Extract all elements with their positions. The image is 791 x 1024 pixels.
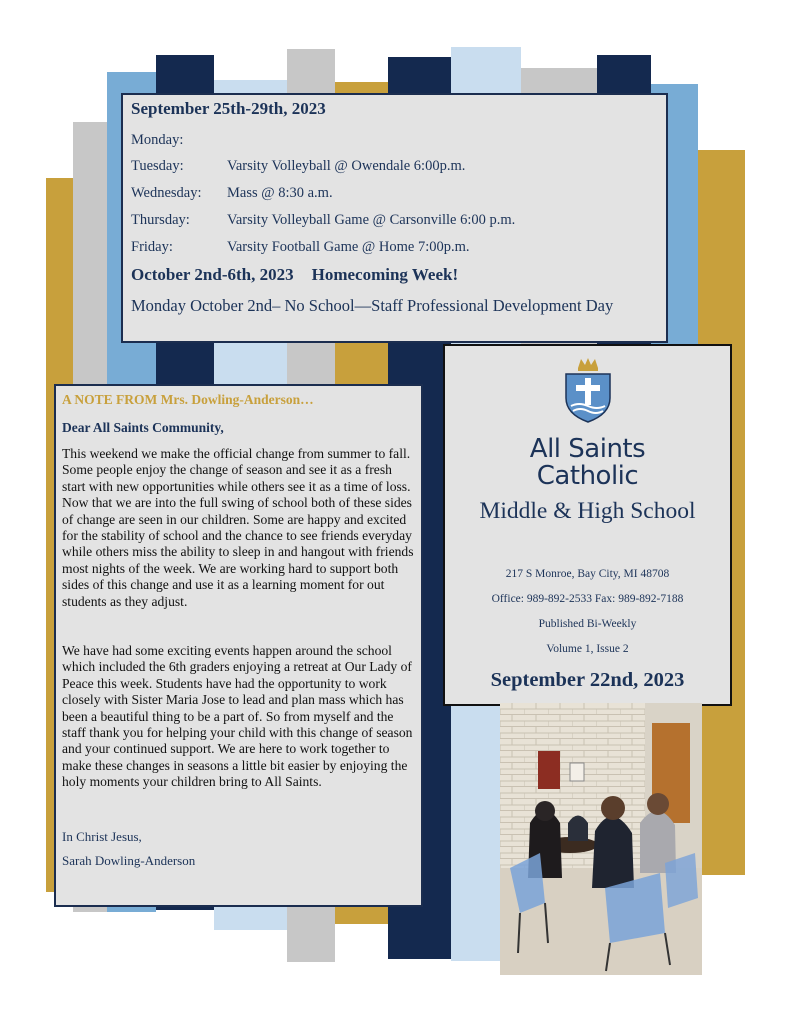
schedule-day: Wednesday: bbox=[131, 185, 202, 201]
schedule-row-wednesday bbox=[131, 185, 333, 202]
schedule-day: Thursday: bbox=[131, 212, 190, 228]
schedule-row-thursday bbox=[131, 212, 515, 229]
schedule-day: Tuesday: bbox=[131, 158, 184, 174]
schedule-event: Mass @ 8:30 a.m. bbox=[227, 185, 333, 201]
schedule-heading: September 25th-29th, 2023 bbox=[131, 99, 326, 118]
school-name-line2: Catholic bbox=[536, 461, 639, 491]
note-signature: Sarah Dowling-Anderson bbox=[62, 853, 196, 868]
issue-number: Volume 1, Issue 2 bbox=[546, 643, 629, 655]
students-photo bbox=[500, 703, 702, 975]
schedule-row-monday bbox=[131, 132, 227, 149]
homecoming-label: Homecoming Week! bbox=[311, 265, 459, 284]
school-info-panel bbox=[443, 344, 732, 706]
schedule-day: Friday: bbox=[131, 239, 173, 255]
schedule-event: Varsity Volleyball @ Owendale 6:00p.m. bbox=[227, 158, 466, 174]
homecoming-dates: October 2nd-6th, 2023 bbox=[131, 265, 294, 284]
homecoming-note: Monday October 2nd– No School—Staff Professional Development Day bbox=[131, 296, 614, 315]
note-greeting: Dear All Saints Community, bbox=[62, 420, 224, 435]
school-name-line1: All Saints bbox=[529, 434, 646, 464]
note-paragraph-2: We have had some exciting events happen around the school which included the 6th graders enjoying a retreat at Our Lady of Peace this week. Students have had the opportunity to work closely with Sister Maria Jose to lead and plan mass which has been a beautiful thing to be a part of. So from myself and the staff thank you for helping your child with this change of season and your continued support. We are here to work together to make these changes in seasons a little bit easier by enjoying the holy moments your children bring to All Saints. bbox=[62, 643, 413, 790]
school-subtitle: Middle & High School bbox=[479, 498, 696, 524]
note-paragraph-1: This weekend we make the official change from summer to fall. Some people enjoy the change of season and see it as a fresh start with new opportunities while others see it as a time of loss. Now that we are into the full swing of school both of these sides of change are seen in our children. Some are happy and excited for the stability of school and the chance to see friends everyday while others miss the ability to sleep in and hangout with friends most nights of the week. We are working hard to support both sides of this change and use it as a learning moment for out students as they adjust. bbox=[62, 446, 414, 609]
school-address: 217 S Monroe, Bay City, MI 48708 bbox=[505, 568, 670, 580]
schedule-event: Varsity Volleyball Game @ Carsonville 6:00 p.m. bbox=[227, 212, 516, 228]
schedule-row-tuesday bbox=[131, 158, 465, 175]
school-phone: Office: 989-892-2533 Fax: 989-892-7188 bbox=[491, 593, 684, 605]
issue-date: September 22nd, 2023 bbox=[490, 669, 685, 691]
crest-cross-crown-icon bbox=[562, 356, 614, 424]
note-title: A NOTE FROM Mrs. Dowling-Anderson… bbox=[62, 392, 314, 407]
schedule-event: Varsity Football Game @ Home 7:00p.m. bbox=[227, 239, 470, 255]
principal-note-panel bbox=[54, 384, 423, 907]
publish-frequency: Published Bi-Weekly bbox=[538, 618, 637, 630]
homecoming-heading bbox=[131, 265, 458, 285]
note-closing: In Christ Jesus, bbox=[62, 829, 142, 844]
schedule-day: Monday: bbox=[131, 132, 184, 148]
schedule-row-friday bbox=[131, 239, 470, 256]
schedule-panel bbox=[121, 93, 668, 343]
